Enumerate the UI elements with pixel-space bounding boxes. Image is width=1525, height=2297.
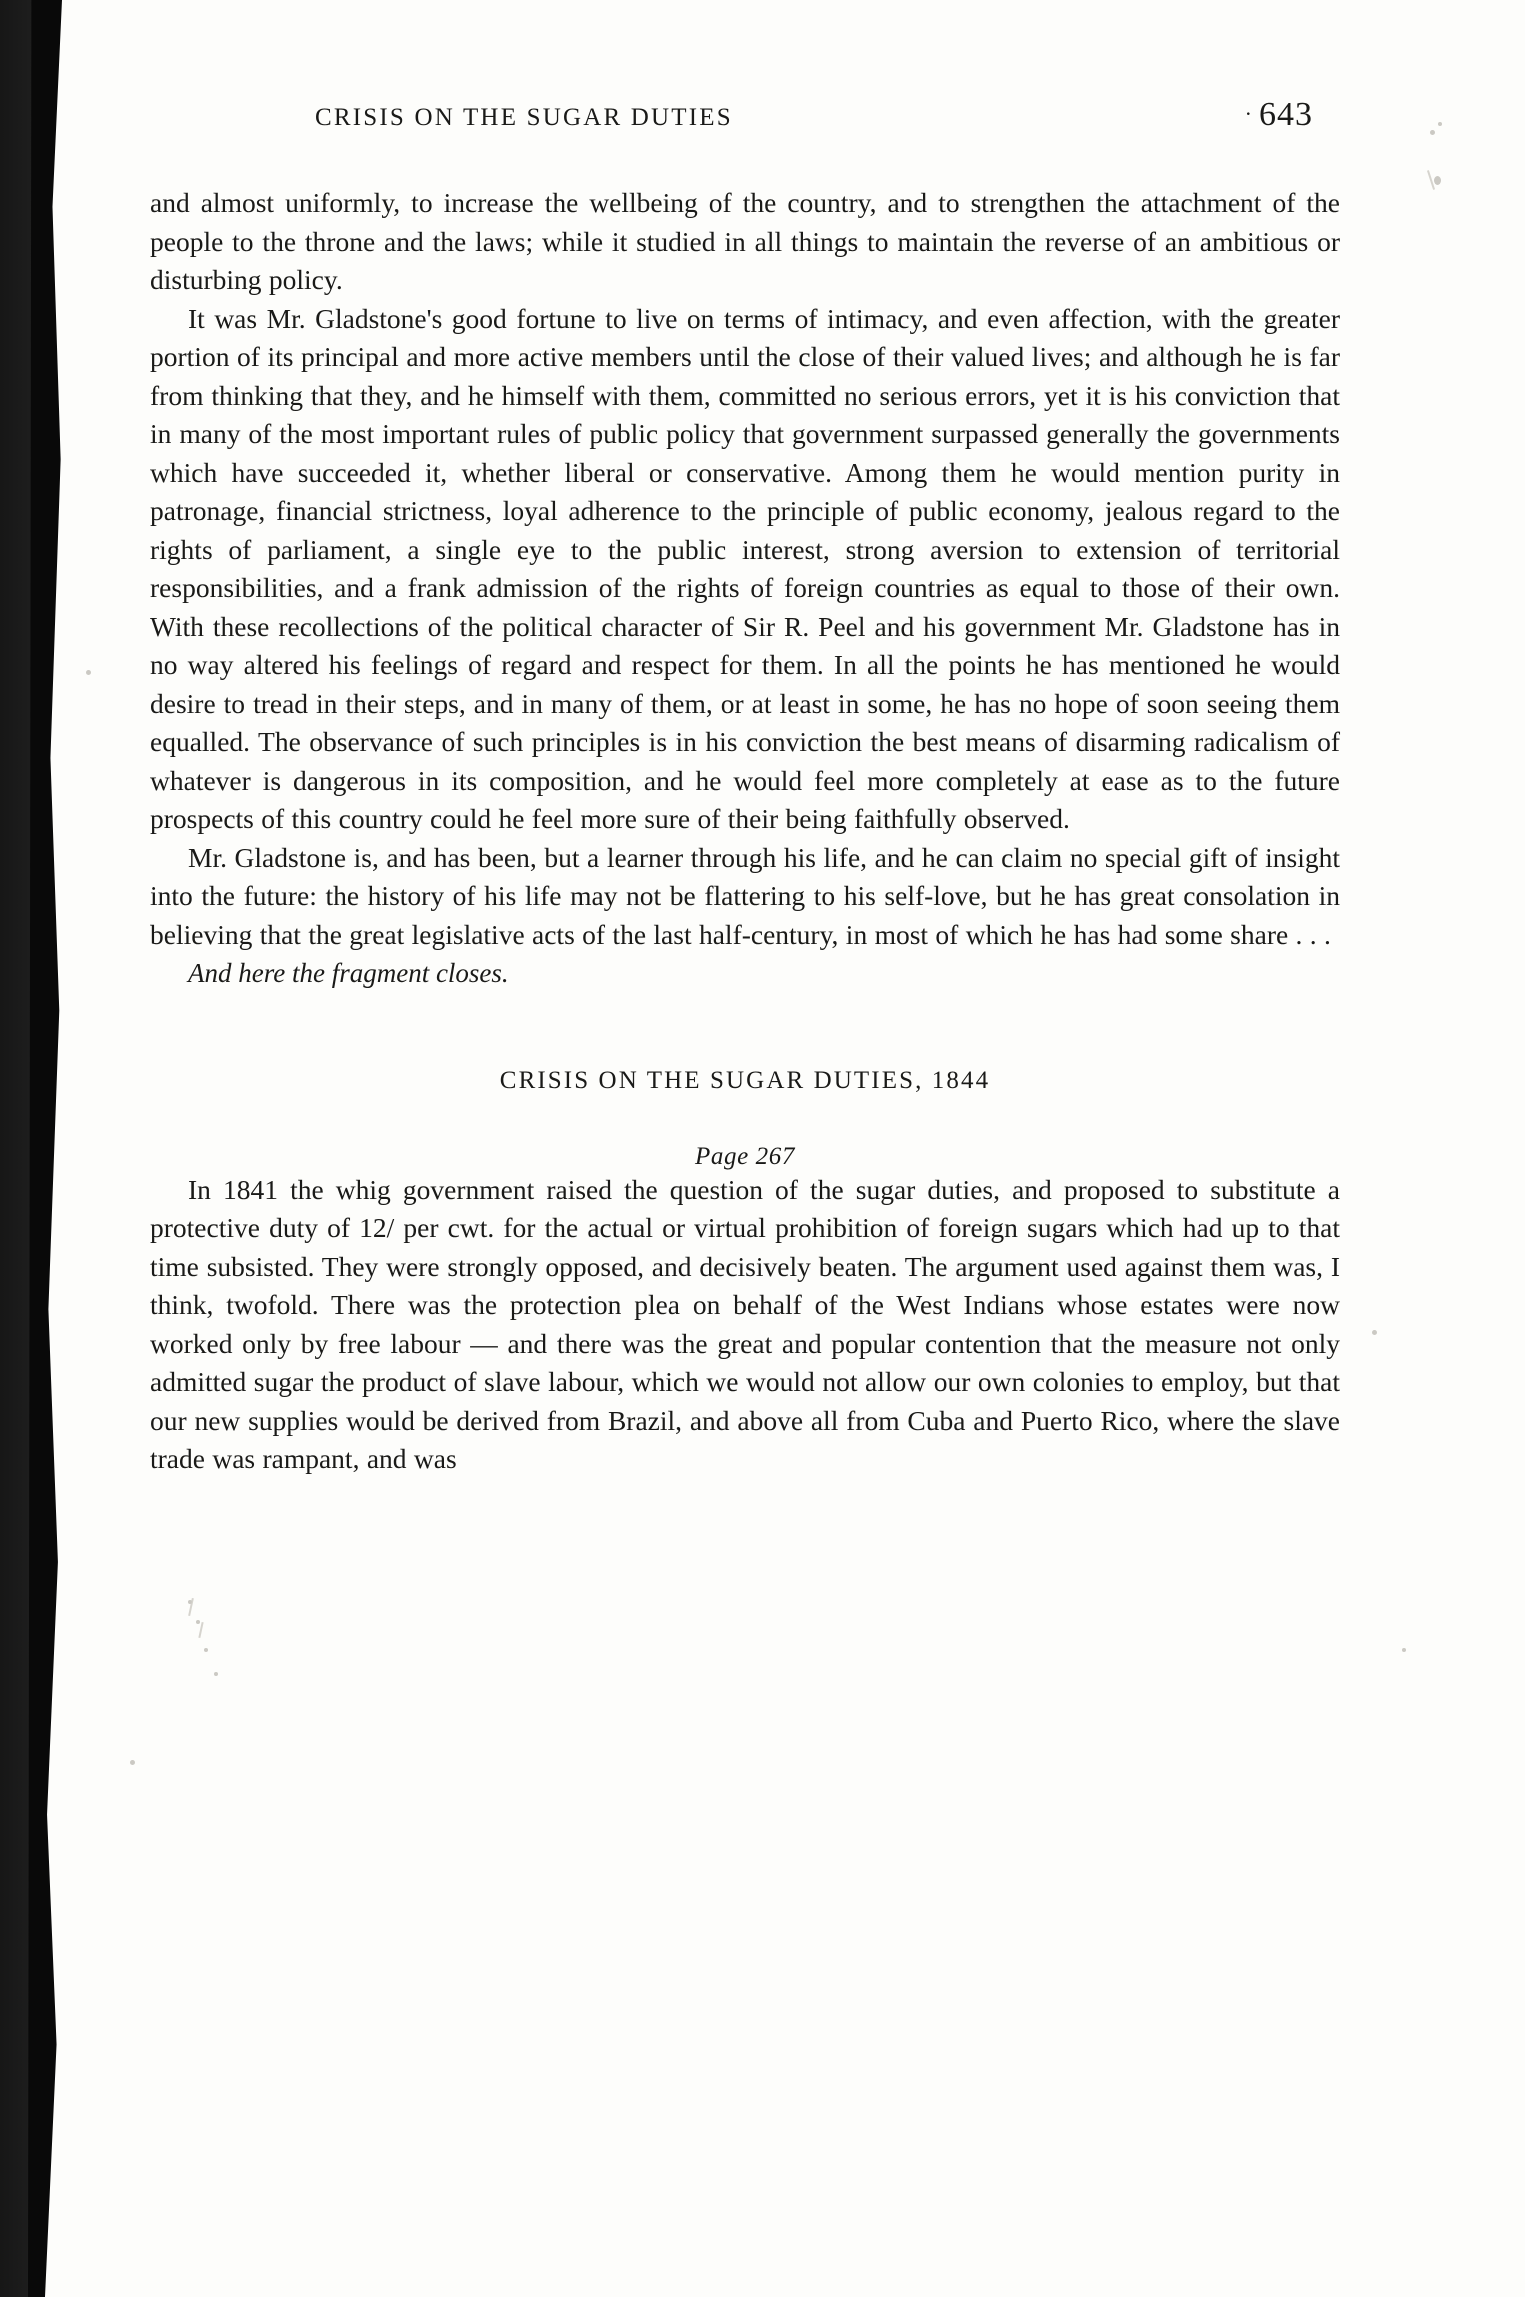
scan-speck <box>196 1620 200 1624</box>
page-content <box>150 96 1340 1479</box>
scan-speck <box>214 1672 218 1676</box>
page-binding-edge <box>28 0 62 2297</box>
page-number-value: 643 <box>1259 96 1313 133</box>
scan-speck <box>130 1760 135 1765</box>
scan-speck <box>1438 122 1442 126</box>
scan-speck <box>86 670 91 675</box>
scan-speck <box>1430 130 1435 135</box>
paragraph-gladstone-fortune: It was Mr. Gladstone's good fortune to live on terms of intimacy, and even affection, with the greater portion of its principal and more active members until the close of their valued lives; and although he is far from thinking that they, and he himself with them, committed no serious errors, yet it is his conviction that in many of the most important rules of public policy that government surpassed generally the governments which have succeeded it, whether liberal or conservative. Among them he would mention purity in patronage, financial strictness, loyal adherence to the principle of public economy, jealous regard to the rights of parliament, a single eye to the public interest, strong aversion to extension of territorial responsibilities, and a frank admission of the rights of foreign countries as equal to those of their own. With these recollections of the political character of Sir R. Peel and his government Mr. Gladstone has in no way altered his feelings of regard and respect for them. In all the points he has mentioned he would desire to tread in their steps, and in many of them, or at least in some, he has no hope of soon seeing them equalled. The observance of such principles is in his conviction the best means of disarming radicalism of whatever is dangerous in its composition, and he would feel more completely at ease as to the future prospects of this country could he feel more sure of their being faithfully observed. <box>150 302 1340 834</box>
scan-speck <box>204 1648 208 1652</box>
page-number-dot: · <box>1244 101 1253 126</box>
running-header <box>150 96 1335 134</box>
running-head-title: CRISIS ON THE SUGAR DUTIES <box>315 104 733 131</box>
scan-speck <box>1372 1330 1377 1335</box>
paragraph-continuation: and almost uniformly, to increase the wellbeing of the country, and to strengthen the attachment of the people to the throne and the laws; while it studied in all things to maintain the reverse of an ambitious or disturbing policy. <box>150 187 1340 295</box>
scan-tick <box>198 1622 203 1638</box>
paragraph-sugar-duties-1841: In 1841 the whig government raised the question of the sugar duties, and proposed to substitute a protective duty of 12/ per cwt. for the actual or virtual prohibition of foreign sugars which had up to that time subsisted. They were strongly opposed, and decisively beaten. The argument used against them was, I think, twofold. There was the protection plea on behalf of the West Indians whose estates were now worked only by free labour — and there was the great and popular contention that the measure not only admitted sugar the product of slave labour, which we would not allow our own colonies to employ, but that our new supplies would be derived from Brazil, and above all from Cuba and Puerto Rico, where the slave trade was rampant, and was <box>150 1173 1340 1474</box>
paragraph-gladstone-learner: Mr. Gladstone is, and has been, but a learner through his life, and he can claim no special gift of insight into the future: the history of his life may not be flattering to his self-love, but he has great consolation in believing that the great legislative acts of the last half-century, in most of which he has had some share . . . <box>150 841 1340 950</box>
section-subheading: Page 267 <box>695 1142 795 1170</box>
page-number <box>1245 96 1313 134</box>
scan-speck <box>1434 176 1441 185</box>
scan-speck <box>1402 1648 1406 1652</box>
section-heading: CRISIS ON THE SUGAR DUTIES, 1844 <box>499 1066 991 1094</box>
fragment-closing-note: And here the fragment closes. <box>188 958 509 988</box>
